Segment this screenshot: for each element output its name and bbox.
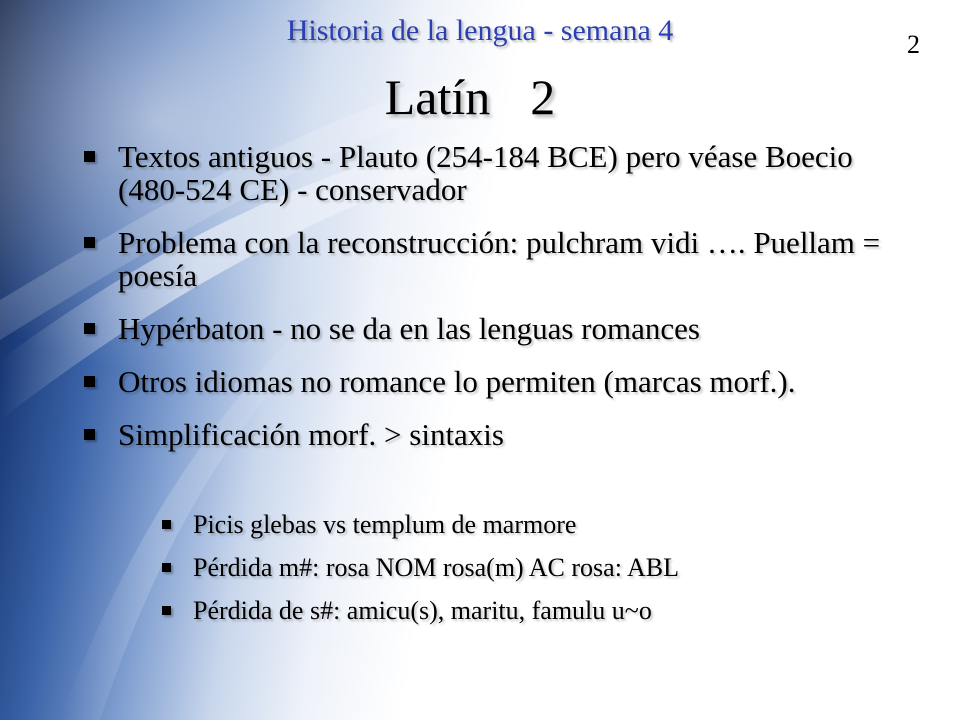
list-item	[78, 226, 898, 292]
slide-heading	[0, 68, 940, 126]
square-bullet-icon	[162, 520, 171, 529]
list-item	[78, 418, 898, 451]
bullet-text: Textos antiguos - Plauto (254-184 BCE) pero véase Boecio (480-524 CE) - conservador	[118, 139, 853, 207]
sub-bullet-list	[118, 510, 898, 639]
square-bullet-icon	[162, 563, 171, 572]
sub-list-item	[158, 510, 898, 540]
square-bullet-icon	[84, 323, 95, 334]
sub-list-item	[158, 553, 898, 583]
list-item	[78, 312, 898, 345]
list-item	[78, 140, 898, 206]
bullet-list	[78, 140, 898, 461]
sub-bullet-text: Pérdida de s#: amicu(s), maritu, famulu u~o	[193, 596, 652, 625]
square-bullet-icon	[84, 151, 95, 162]
bullet-text: Hypérbaton - no se da en las lenguas romances	[118, 311, 700, 346]
square-bullet-icon	[84, 237, 95, 248]
list-item	[78, 365, 898, 398]
bullet-text: Otros idiomas no romance lo permiten (marcas morf.).	[118, 364, 796, 399]
slide-number: 2	[907, 30, 920, 59]
sub-list-item	[158, 596, 898, 626]
heading-word: Latín	[384, 69, 491, 125]
course-title: Historia de la lengua - semana 4	[286, 14, 674, 47]
bullet-text: Simplificación morf. > sintaxis	[118, 417, 504, 452]
square-bullet-icon	[162, 606, 171, 615]
sub-bullet-text: Picis glebas vs templum de marmore	[193, 510, 577, 539]
square-bullet-icon	[84, 429, 95, 440]
sub-bullet-text: Pérdida m#: rosa NOM rosa(m) AC rosa: ABL	[193, 553, 680, 582]
heading-number: 2	[530, 69, 556, 125]
square-bullet-icon	[84, 376, 95, 387]
bullet-text: Problema con la reconstrucción: pulchram vidi …. Puellam = poesía	[118, 225, 881, 293]
